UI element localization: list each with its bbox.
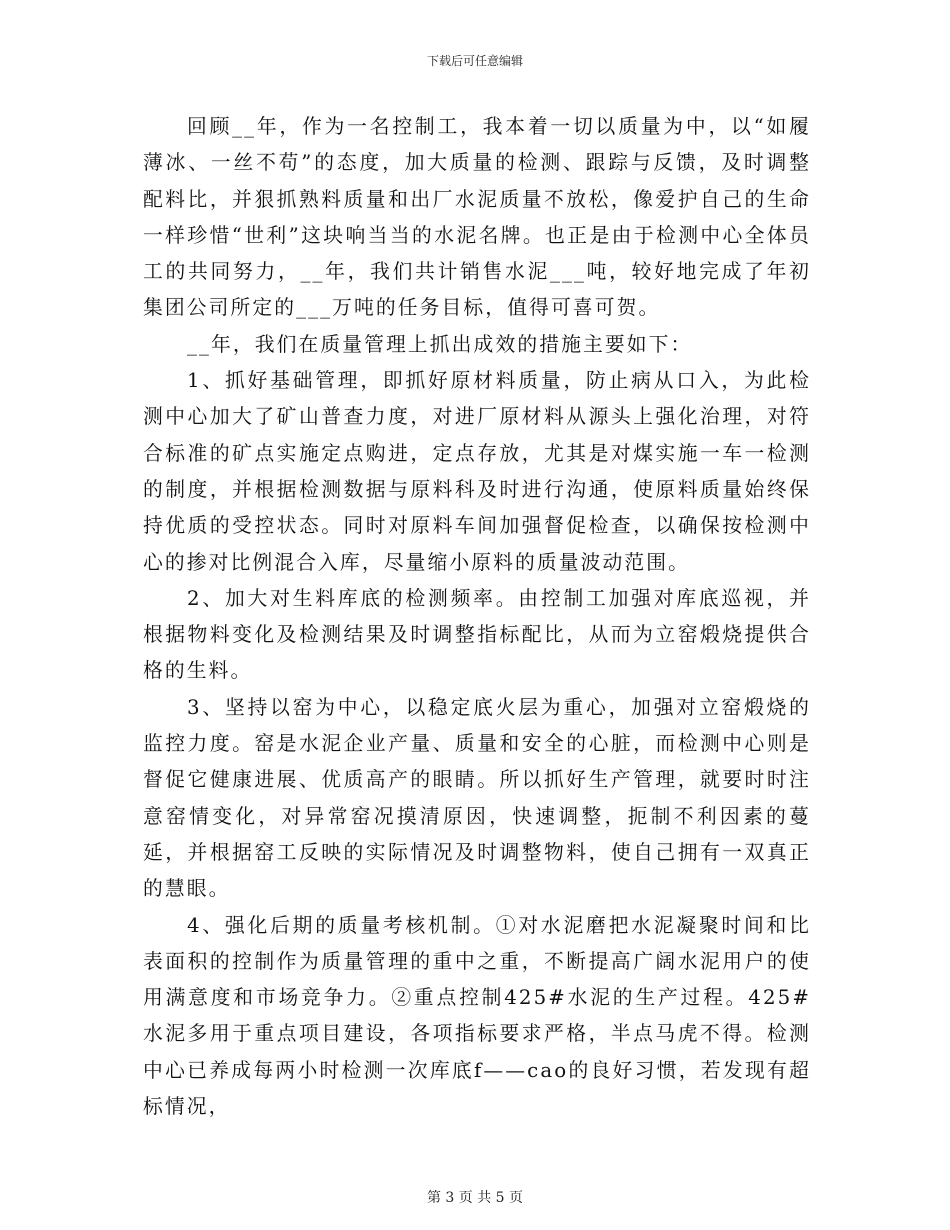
paragraph-review: 回顾__年，作为一名控制工，我本着一切以质量为中，以“如履薄冰、一丝不苟”的态度，加大质量的检测、跟踪与反馈，及时调整配料比，并狠抓熟料质量和出厂水泥质量不放松，像爱护自己的生命一样珍惜“世利”这块响当当的水泥名牌。也正是由于检测中心全体员工的共同努力，__年，我们共计销售水泥___吨，较好地完成了年初集团公司所定的___万吨的任务目标，值得可喜可贺。 <box>143 115 811 320</box>
page-header-note: 下载后可任意编辑 <box>426 54 523 68</box>
page-number: 第 3 页 共 5 页 <box>426 1190 524 1206</box>
document-body <box>143 109 811 1125</box>
paragraph-measure-2: 2、加大对生料库底的检测频率。由控制工加强对库底巡视，并根据物料变化及检测结果及时调整指标配比，从而为立窑煅烧提供合格的生料。 <box>143 586 811 683</box>
paragraph-measure-1: 1、抓好基础管理，即抓好原材料质量，防止病从口入，为此检测中心加大了矿山普查力度，对进厂原材料从源头上强化治理，对符合标准的矿点实施定点购进，定点存放，尤其是对煤实施一车一检测的制度，并根据检测数据与原料科及时进行沟通，使原料质量始终保持优质的受控状态。同时对原料车间加强督促检查，以确保按检测中心的掺对比例混合入库，尽量缩小原料的质量波动范围。 <box>143 369 811 574</box>
paragraph-measures-intro: __年，我们在质量管理上抓出成效的措施主要如下： <box>187 332 693 356</box>
paragraph-measure-3: 3、坚持以窑为中心，以稳定底火层为重心，加强对立窑煅烧的监控力度。窑是水泥企业产量、质量和安全的心脏，而检测中心则是督促它健康进展、优质高产的眼睛。所以抓好生产管理，就要时时注意窑情变化，对异常窑况摸清原因，快速调整，扼制不利因素的蔓延，并根据窑工反映的实际情况及时调整物料，使自己拥有一双真正的慧眼。 <box>143 695 811 901</box>
paragraph-measure-4: 4、强化后期的质量考核机制。①对水泥磨把水泥凝聚时间和比表面积的控制作为质量管理的重中之重，不断提高广阔水泥用户的使用满意度和市场竞争力。②重点控制425#水泥的生产过程。425#水泥多用于重点项目建设，各项指标要求严格，半点马虎不得。检测中心已养成每两小时检测一次库底f——cao的良好习惯，若发现有超标情况， <box>143 913 811 1119</box>
